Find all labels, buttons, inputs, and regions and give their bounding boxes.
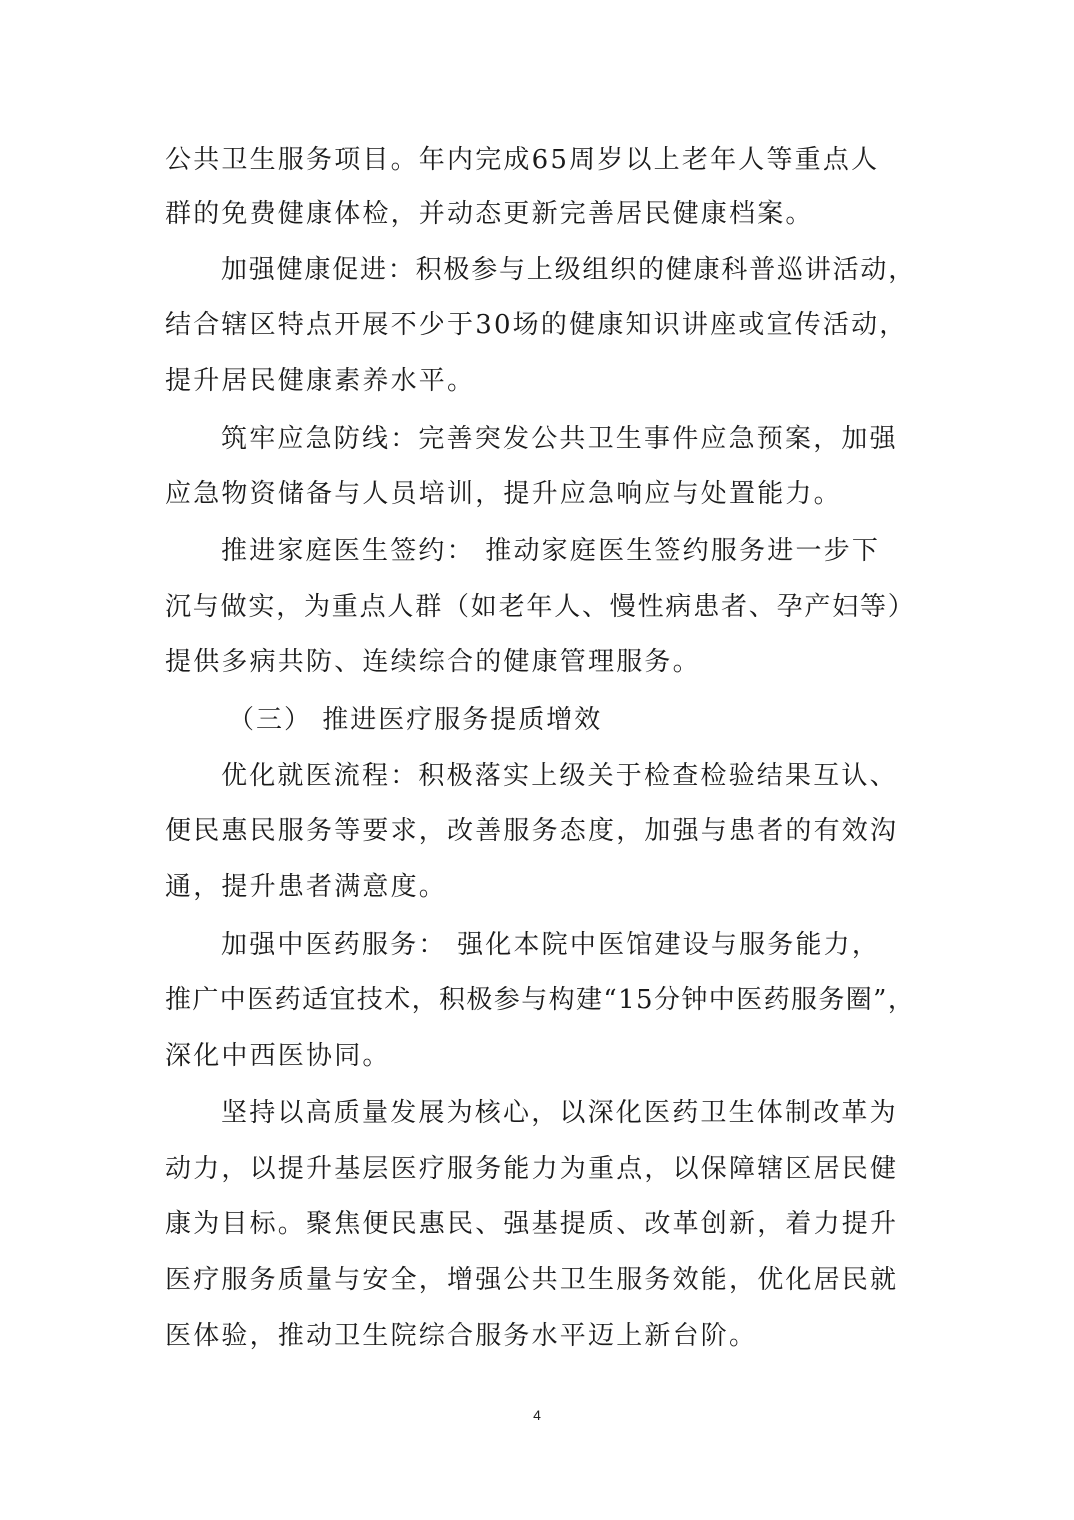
paragraph-line: 推进家庭医生签约： 推动家庭医生签约服务进一步下 <box>221 536 881 566</box>
section-heading: （三） 推进医疗服务提质增效 <box>228 705 603 735</box>
paragraph-line: 加强健康促进：积极参与上级组织的健康科普巡讲活动， <box>221 255 917 285</box>
paragraph-line: 沉与做实，为重点人群（如老年人、慢性病患者、孕产妇等） <box>165 592 916 622</box>
paragraph-line: 便民惠民服务等要求，改善服务态度，加强与患者的有效沟 <box>165 816 899 846</box>
paragraph-line: 筑牢应急防线：完善突发公共卫生事件应急预案，加强 <box>221 424 898 454</box>
paragraph-line: 医疗服务质量与安全，增强公共卫生服务效能，优化居民就 <box>165 1265 899 1295</box>
paragraph-line: 推广中医药适宜技术，积极参与构建“15分钟中医药服务圈”， <box>165 985 916 1015</box>
paragraph-line: 动力，以提升基层医疗服务能力为重点，以保障辖区居民健 <box>165 1154 899 1184</box>
paragraph-line: 通，提升患者满意度。 <box>165 872 448 902</box>
paragraph-line: 应急物资储备与人员培训，提升应急响应与处置能力。 <box>165 479 842 509</box>
paragraph-line: 坚持以高质量发展为核心，以深化医药卫生体制改革为 <box>221 1098 898 1128</box>
paragraph-line: 加强中医药服务： 强化本院中医馆建设与服务能力， <box>221 930 881 960</box>
paragraph-line: 结合辖区特点开展不少于30场的健康知识讲座或宣传活动， <box>165 310 908 340</box>
paragraph-line: 提升居民健康素养水平。 <box>165 366 476 396</box>
paragraph-line: 提供多病共防、连续综合的健康管理服务。 <box>165 647 701 677</box>
paragraph-line: 公共卫生服务项目。年内完成65周岁以上老年人等重点人 <box>165 145 880 175</box>
paragraph-line: 优化就医流程：积极落实上级关于检查检验结果互认、 <box>221 761 898 791</box>
paragraph-line: 深化中西医协同。 <box>165 1041 391 1071</box>
paragraph-line: 医体验，推动卫生院综合服务水平迈上新台阶。 <box>165 1321 758 1351</box>
page-number: 4 <box>533 1407 541 1423</box>
paragraph-line: 康为目标。聚焦便民惠民、强基提质、改革创新，着力提升 <box>165 1209 899 1239</box>
paragraph-line: 群的免费健康体检，并动态更新完善居民健康档案。 <box>165 199 814 229</box>
